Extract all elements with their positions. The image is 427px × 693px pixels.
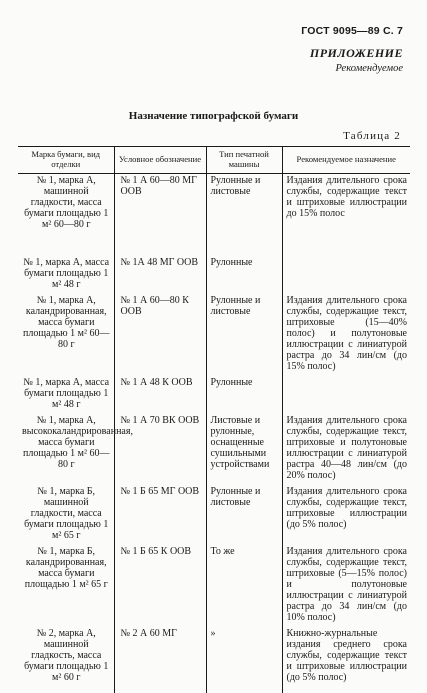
cell-grade: № 2, марка А, машинной гладкость, масса бумаги площадью 1 м² 60 г [24, 627, 109, 683]
cell-purpose: Издания длительного срока службы, содержащие текст, штриховые и полутоновые иллюстрации с линиатурой растра 40—48 лин/см (до 20% полос) [282, 414, 410, 485]
table-row [18, 376, 410, 414]
cell-purpose [282, 376, 410, 414]
cell-machine: » [206, 627, 282, 693]
paper-purpose-table [18, 146, 410, 693]
table-row [18, 174, 410, 256]
cell-grade: № 1, марка Б, каландрированная, масса бумаги площадью 1 м² 65 г [24, 545, 108, 590]
table-label: Таблица 2 [343, 130, 401, 142]
cell-machine: То же [206, 545, 282, 627]
cell-code: № 1 Б 65 К ООВ [114, 545, 206, 627]
cell-machine: Рулонные и листовые [206, 485, 282, 545]
cell-purpose: Книжно-журнальные издания среднего срока службы, содержащие текст и штриховые иллюстрации (до 5% полос) [282, 627, 410, 693]
cell-grade: № 1, марка А, машинной гладкости, масса бумаги площадью 1 м² 60—80 г [24, 175, 109, 230]
appendix-subtitle: Рекомендуемое [335, 63, 403, 74]
table-row [18, 256, 410, 294]
cell-code: № 1 Б 65 МГ ООВ [114, 485, 206, 545]
column-header: Марка бумаги, вид отделки [18, 147, 114, 174]
cell-grade: № 1, марка А, масса бумаги площадью 1 м² 48 г [23, 376, 110, 410]
cell-code: № 1 А 48 К ООВ [114, 376, 206, 414]
table-row [18, 545, 410, 627]
cell-purpose [282, 256, 410, 294]
table-row [18, 485, 410, 545]
cell-machine: Рулонные и листовые [206, 174, 282, 256]
cell-code: № 2 А 60 МГ [114, 627, 206, 693]
appendix-block [310, 46, 403, 74]
table-row [18, 414, 410, 485]
cell-code: № 1 А 70 ВК ООВ [114, 414, 206, 485]
cell-purpose: Издания длительного срока службы, содержащие текст, штриховые (5—15% полос) и полутоновые иллюстрации с линиатурой растра до 34 лин/см (до 10% полос) [282, 545, 410, 627]
cell-machine: Рулонные [206, 256, 282, 294]
cell-purpose: Издания длительного срока службы, содержащие текст и штриховые иллюстрации до 15% полос [282, 174, 410, 256]
appendix-title: ПРИЛОЖЕНИЕ [309, 46, 403, 60]
cell-purpose: Издания длительного срока службы, содержащие текст, штриховые иллюстрации (до 5% полос) [282, 485, 410, 545]
cell-machine: Листовые и рулонные, оснащенные сушильными устройствами [206, 414, 282, 485]
cell-purpose: Издания длительного срока службы, содержащие текст, штриховые (15—40% полос) и полутоновые иллюстрации с линиатурой растра до 34 лин/см (до 15% полос) [282, 294, 410, 376]
cell-grade: № 1, марка А, масса бумаги площадью 1 м² 48 г [23, 256, 110, 290]
table-header-row [18, 147, 410, 174]
cell-grade: № 1, марка А, каландрированная, масса бумаги площадью 1 м² 60—80 г [23, 294, 110, 350]
cell-machine: Рулонные и листовые [206, 294, 282, 376]
cell-code: № 1 А 60—80 МГ ООВ [114, 174, 206, 256]
cell-code: № 1 А 60—80 К ООВ [114, 294, 206, 376]
document-title: Назначение типографской бумаги [128, 110, 299, 122]
column-header: Тип печатной машины [206, 147, 282, 174]
cell-grade: № 1, марка А, высококаландрированная, масса бумаги площадью 1 м² 60—80 г [22, 414, 133, 470]
column-header: Рекомендуемое назначение [282, 147, 410, 174]
column-header: Условное обозначение [114, 147, 206, 174]
table-row [18, 627, 410, 693]
cell-machine: Рулонные [206, 376, 282, 414]
cell-grade: № 1, марка Б, машинной гладкости, масса бумаги площадью 1 м² 65 г [24, 485, 109, 541]
table-row [18, 294, 410, 376]
cell-code: № 1А 48 МГ ООВ [114, 256, 206, 294]
page-header: ГОСТ 9095—89 С. 7 [301, 25, 403, 37]
